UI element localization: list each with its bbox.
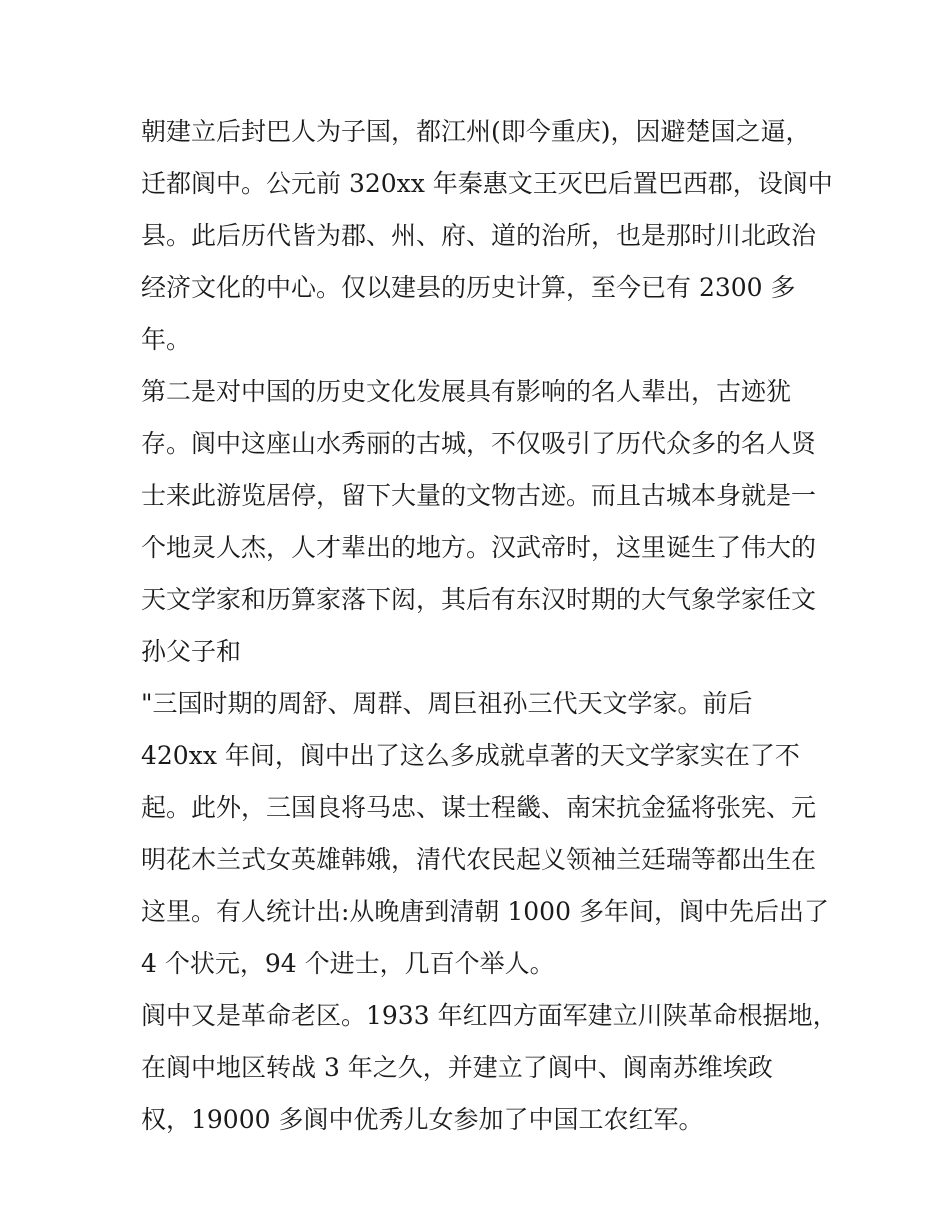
body-text bbox=[141, 106, 838, 1146]
text-line: 权，19000 多阆中优秀儿女参加了中国工农红军。 bbox=[141, 1105, 704, 1134]
text-line: 阆中又是革命老区。1933 年红四方面军建立川陕革命根据地， bbox=[141, 1001, 838, 1030]
text-line: 明花木兰式女英雄韩娥，清代农民起义领袖兰廷瑞等都出生在 bbox=[141, 845, 817, 874]
text-line: 在阆中地区转战 3 年之久，并建立了阆中、阆南苏维埃政 bbox=[141, 1053, 773, 1082]
text-line: 年。 bbox=[141, 325, 192, 354]
text-line: 420xx 年间，阆中出了这么多成就卓著的天文学家实在了不 bbox=[141, 741, 800, 770]
text-line: "三国时期的周舒、周群、周巨祖孙三代天文学家。前后 bbox=[141, 689, 753, 718]
text-line: 经济文化的中心。仅以建县的历史计算，至今已有 2300 多 bbox=[141, 273, 796, 302]
text-line: 这里。有人统计出:从晚唐到清朝 1000 多年间，阆中先后出了 bbox=[141, 897, 829, 926]
text-line: 4 个状元，94 个进士，几百个举人。 bbox=[141, 949, 555, 978]
text-line: 县。此后历代皆为郡、州、府、道的治所，也是那时川北政治 bbox=[141, 221, 817, 250]
text-line: 天文学家和历算家落下闳，其后有东汉时期的大气象学家任文 bbox=[141, 585, 817, 614]
text-line: 朝建立后封巴人为子国，都江州(即今重庆)，因避楚国之逼， bbox=[141, 117, 811, 146]
text-line: 士来此游览居停，留下大量的文物古迹。而且古城本身就是一 bbox=[141, 481, 817, 510]
text-line: 存。阆中这座山水秀丽的古城，不仅吸引了历代众多的名人贤 bbox=[141, 429, 817, 458]
text-line: 迁都阆中。公元前 320xx 年秦惠文王灭巴后置巴西郡，设阆中 bbox=[141, 169, 833, 198]
text-line: 第二是对中国的历史文化发展具有影响的名人辈出，古迹犹 bbox=[141, 377, 792, 406]
text-line: 个地灵人杰，人才辈出的地方。汉武帝时，这里诞生了伟大的 bbox=[141, 533, 817, 562]
text-line: 孙父子和 bbox=[141, 637, 242, 666]
text-line: 起。此外，三国良将马忠、谋士程畿、南宋抗金猛将张宪、元 bbox=[141, 793, 817, 822]
